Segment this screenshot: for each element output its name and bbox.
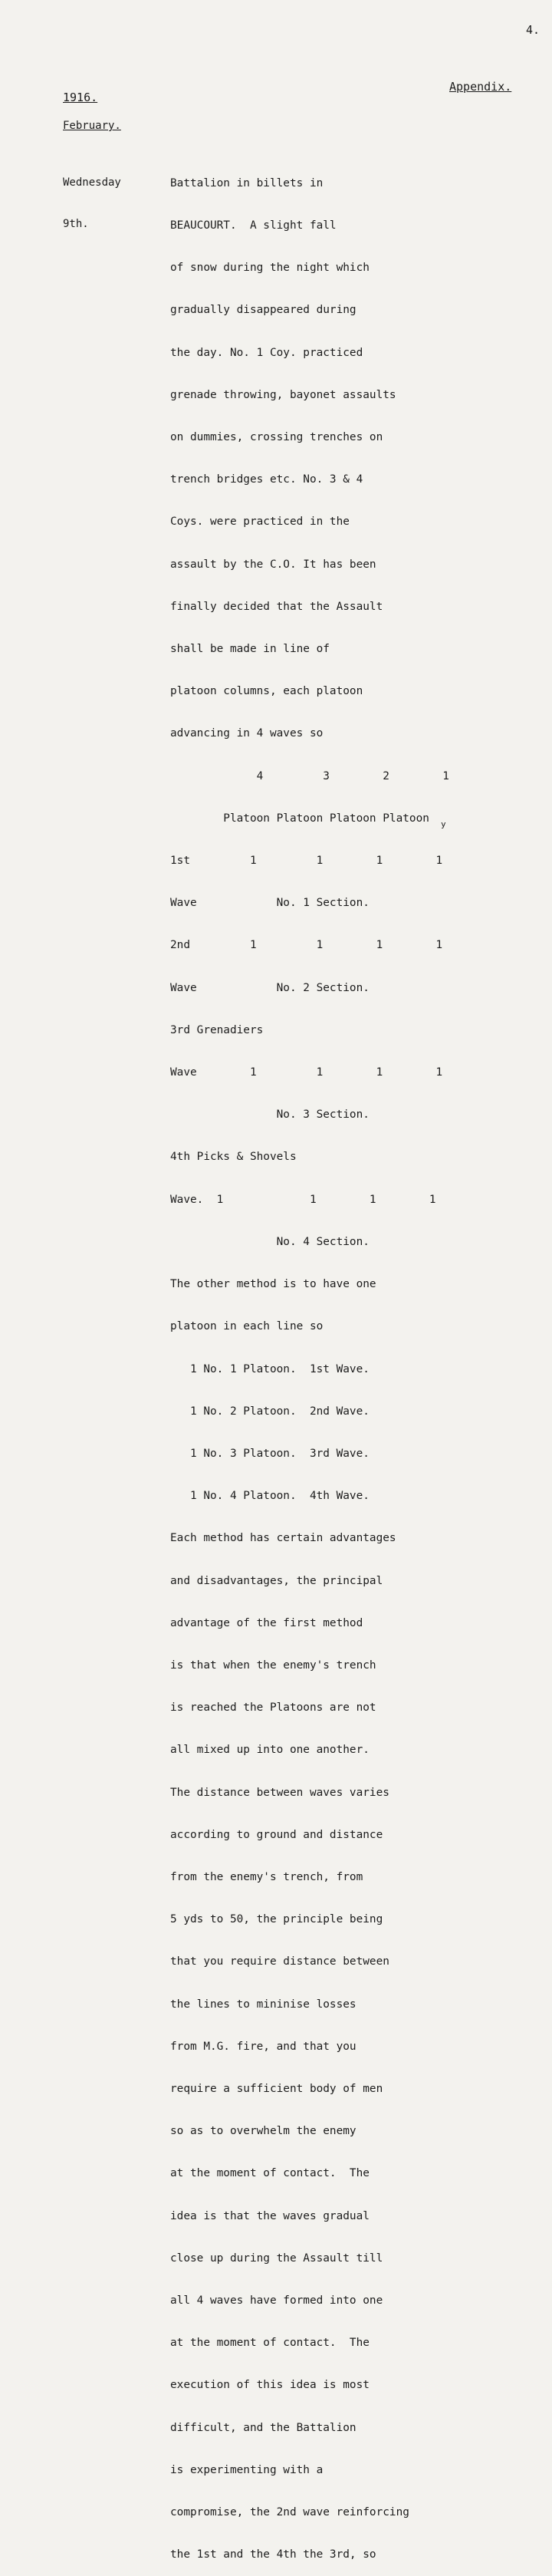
body-line: all mixed up into one another. [170,1744,370,1757]
body-line: at the moment of contact. The [170,2167,370,2180]
platoon-list-item: 1 No. 3 Platoon. 3rd Wave. [170,1447,370,1460]
war-diary-entry [170,148,538,2576]
wave-table-row: 4th Picks & Shovels [170,1151,297,1164]
body-line: is that when the enemy's trench [170,1659,376,1672]
handwritten-correction: y [441,819,446,829]
day-number: 9th. [63,218,89,230]
body-line: assault by the C.O. It has been [170,558,376,571]
wave-table-row: 3rd Grenadiers [170,1023,264,1036]
body-line: difficult, and the Battalion [170,2421,356,2434]
year-heading: 1916. [63,91,98,104]
wave-table-row: No. 4 Section. [170,1235,370,1248]
body-line: require a sufficient body of men [170,2082,383,2095]
body-line: the lines to mininise losses [170,1998,356,2011]
platoon-list-item: 1 No. 1 Platoon. 1st Wave. [170,1362,370,1375]
wave-table-row: Wave No. 2 Section. [170,981,370,994]
body-line: shall be made in line of [170,643,330,656]
body-line: 5 yds to 50, the principle being [170,1913,383,1926]
body-line: Battalion in billets in [170,176,324,189]
body-line: grenade throwing, bayonet assaults [170,388,396,401]
platoon-list-item: 1 No. 2 Platoon. 2nd Wave. [170,1405,370,1418]
body-line: close up during the Assault till [170,2252,383,2265]
body-line: the 1st and the 4th the 3rd, so [170,2548,376,2561]
body-line: BEAUCOURT. A slight fall [170,219,337,232]
body-line: finally decided that the Assault [170,600,383,613]
body-line: idea is that the waves gradual [170,2209,370,2222]
body-line: The distance between waves varies [170,1786,389,1799]
body-line: gradually disappeared during [170,304,356,317]
body-line: platoon in each line so [170,1320,324,1333]
body-line: advantage of the first method [170,1616,363,1629]
date-column [63,148,121,245]
body-line: on dummies, crossing trenches on [170,431,383,444]
body-line: compromise, the 2nd wave reinforcing [170,2505,409,2518]
body-line: the day. No. 1 Coy. practiced [170,346,363,359]
body-line: platoon columns, each platoon [170,685,363,698]
body-line: and disadvantages, the principal [170,1574,383,1587]
appendix-heading: Appendix. [449,80,512,94]
body-line: Each method has certain advantages [170,1532,396,1545]
wave-table-header-numbers: 4 3 2 1 [170,769,449,782]
body-line: The other method is to have one [170,1278,376,1291]
body-line: advancing in 4 waves so [170,727,324,740]
body-line: all 4 waves have formed into one [170,2294,383,2307]
body-line: trench bridges etc. No. 3 & 4 [170,473,363,486]
wave-table-row: 1st 1 1 1 1 [170,855,443,868]
wave-table-row: Wave. 1 1 1 1 [170,1193,436,1206]
platoon-list-item: 1 No. 4 Platoon. 4th Wave. [170,1490,370,1503]
wave-table-header-platoons: Platoon Platoon Platoon Platoon [170,812,429,825]
body-line: according to ground and distance [170,1828,383,1841]
body-line: of snow during the night which [170,262,370,275]
wave-table-row: Wave No. 1 Section. [170,897,370,910]
wave-table-row: Wave 1 1 1 1 [170,1066,443,1079]
wave-table-row: 2nd 1 1 1 1 [170,939,443,952]
wave-table-row: No. 3 Section. [170,1108,370,1122]
body-line: Coys. were practiced in the [170,516,350,529]
body-line: so as to overwhelm the enemy [170,2125,356,2138]
body-line: at the moment of contact. The [170,2337,370,2350]
body-line: that you require distance between [170,1955,389,1968]
body-line: execution of this idea is most [170,2379,370,2392]
body-line: is reached the Platoons are not [170,1701,376,1715]
body-line: is experimenting with a [170,2463,324,2476]
page-number: 4. [526,23,540,37]
body-line: from the enemy's trench, from [170,1870,363,1883]
body-line: from M.G. fire, and that you [170,2040,356,2053]
month-heading: February. [63,120,121,132]
day-name: Wednesday [63,176,121,189]
